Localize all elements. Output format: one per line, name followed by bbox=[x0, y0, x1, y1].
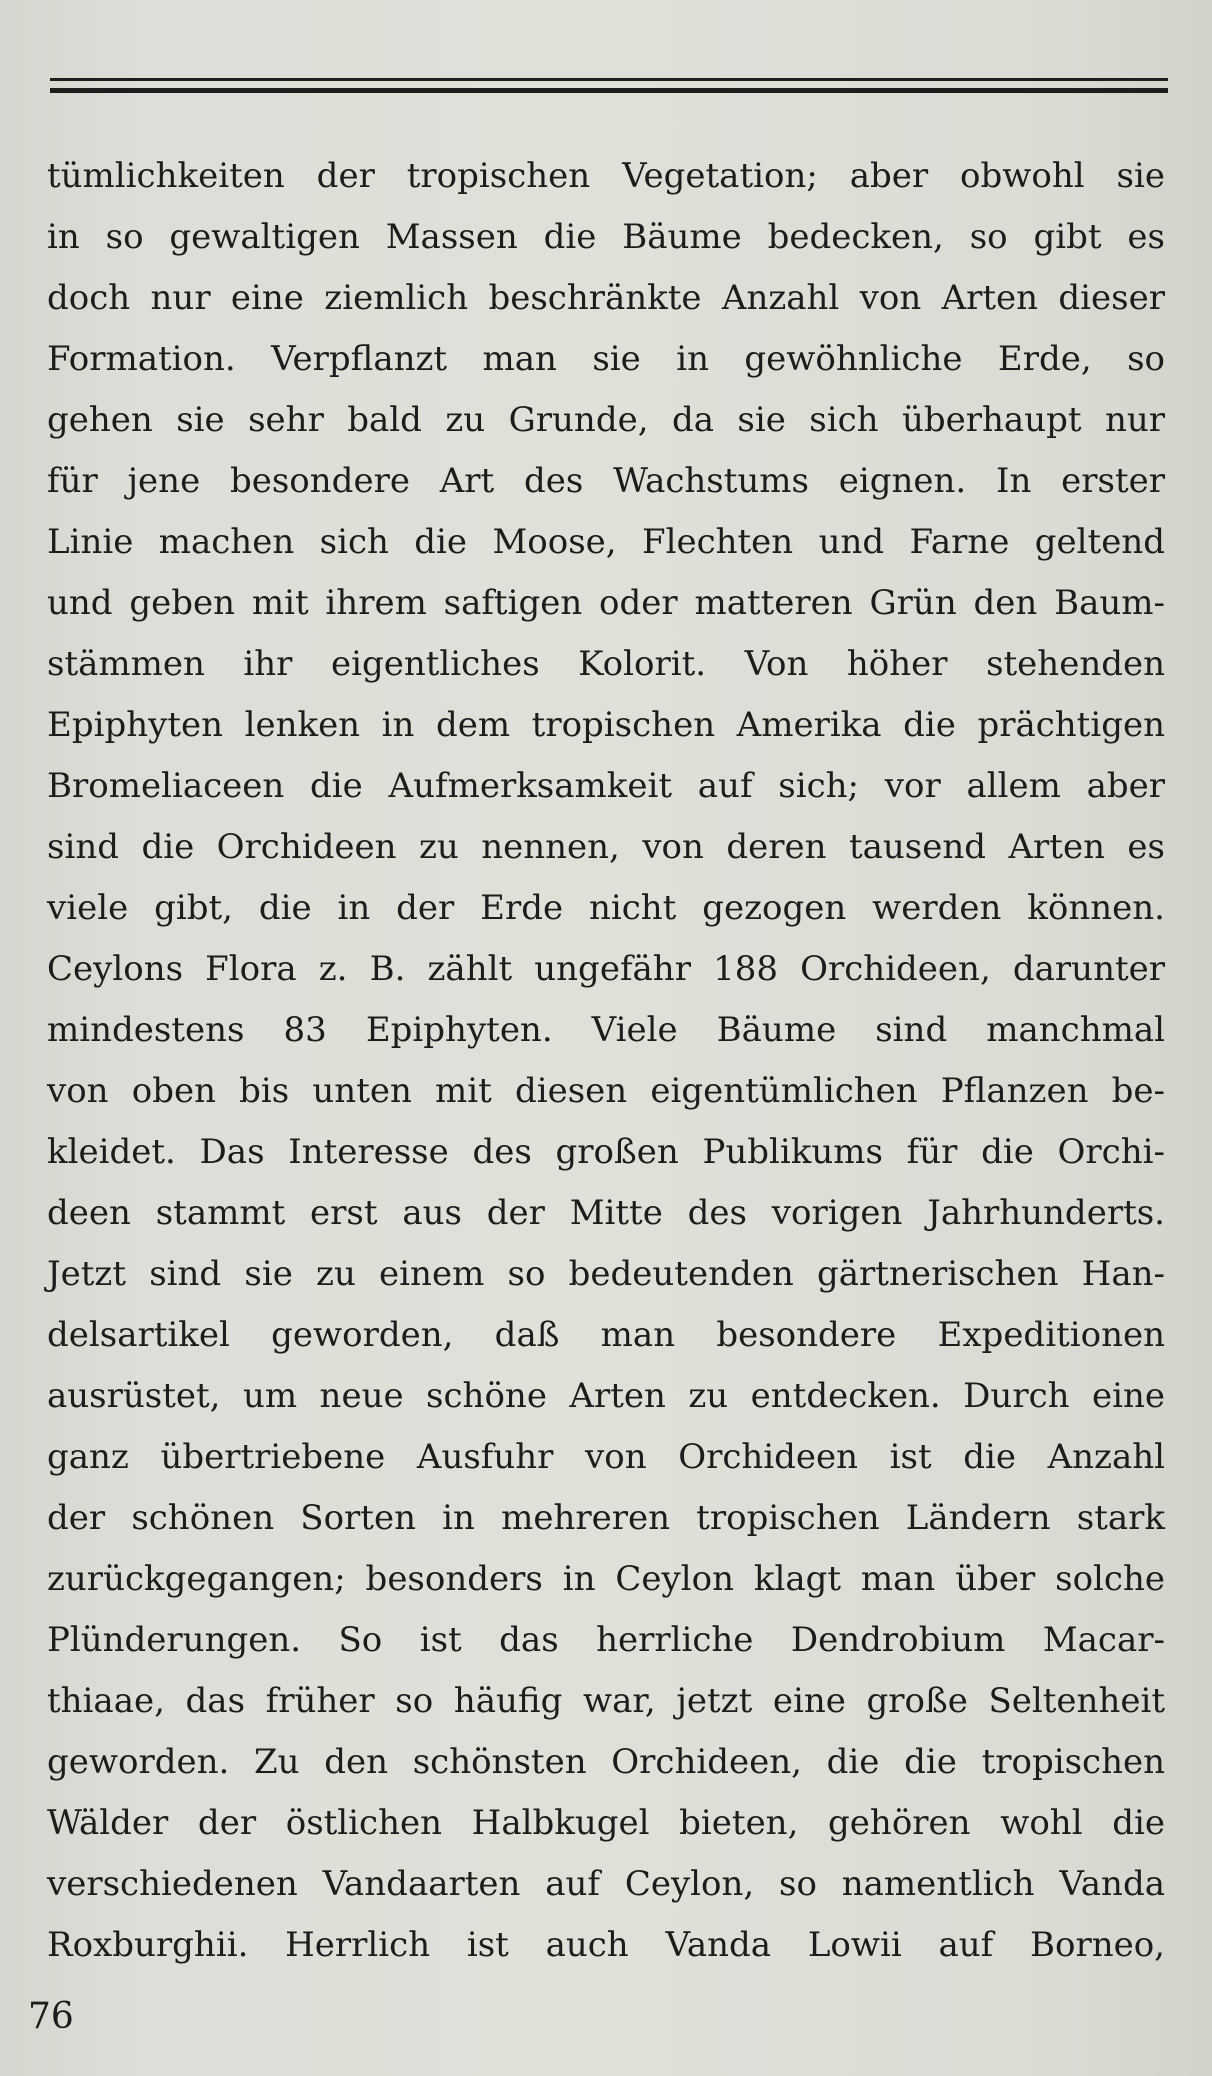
text-line: thiaae, das früher so häufig war, jetzt eine große Seltenheit bbox=[47, 1681, 1165, 1721]
text-line: sind die Orchideen zu nennen, von deren tausend Arten es bbox=[47, 827, 1165, 867]
text-line: zurückgegangen; besonders in Ceylon klagt man über solche bbox=[47, 1559, 1165, 1599]
text-line: viele gibt, die in der Erde nicht gezogen werden können. bbox=[47, 888, 1165, 928]
text-line: geworden. Zu den schönsten Orchideen, die die tropischen bbox=[47, 1742, 1165, 1782]
text-line: Formation. Verpflanzt man sie in gewöhnliche Erde, so bbox=[47, 339, 1165, 379]
text-line: Roxburghii. Herrlich ist auch Vanda Lowii auf Borneo, bbox=[47, 1925, 1165, 1965]
text-line: verschiedenen Vandaarten auf Ceylon, so namentlich Vanda bbox=[47, 1864, 1165, 1904]
text-line: stämmen ihr eigentliches Kolorit. Von höher stehenden bbox=[47, 644, 1165, 684]
text-line: ausrüstet, um neue schöne Arten zu entdecken. Durch eine bbox=[47, 1376, 1165, 1416]
text-line: Linie machen sich die Moose, Flechten und Farne geltend bbox=[47, 522, 1165, 562]
text-line: Wälder der östlichen Halbkugel bieten, gehören wohl die bbox=[47, 1803, 1165, 1843]
text-line: kleidet. Das Interesse des großen Publikums für die Orchi- bbox=[47, 1132, 1165, 1172]
text-line: ganz übertriebene Ausfuhr von Orchideen ist die Anzahl bbox=[47, 1437, 1165, 1477]
text-line: für jene besondere Art des Wachstums eignen. In erster bbox=[47, 461, 1165, 501]
text-line: Epiphyten lenken in dem tropischen Amerika die prächtigen bbox=[47, 705, 1165, 745]
header-rule-thick bbox=[50, 88, 1168, 93]
text-line: mindestens 83 Epiphyten. Viele Bäume sind manchmal bbox=[47, 1010, 1165, 1050]
text-line: delsartikel geworden, daß man besondere Expeditionen bbox=[47, 1315, 1165, 1355]
text-line: Plünderungen. So ist das herrliche Dendrobium Macar- bbox=[47, 1620, 1165, 1660]
body-text bbox=[47, 146, 1165, 1976]
text-line: tümlichkeiten der tropischen Vegetation; aber obwohl sie bbox=[47, 156, 1165, 196]
text-line: Ceylons Flora z. B. zählt ungefähr 188 Orchideen, darunter bbox=[47, 949, 1165, 989]
header-rule-thin bbox=[50, 78, 1168, 81]
text-line: und geben mit ihrem saftigen oder matteren Grün den Baum- bbox=[47, 583, 1165, 623]
page-number: 76 bbox=[28, 1996, 74, 2037]
text-line: deen stammt erst aus der Mitte des vorigen Jahrhunderts. bbox=[47, 1193, 1165, 1233]
text-line: von oben bis unten mit diesen eigentümlichen Pflanzen be- bbox=[47, 1071, 1165, 1111]
text-line: Jetzt sind sie zu einem so bedeutenden gärtnerischen Han- bbox=[47, 1254, 1165, 1294]
text-line: in so gewaltigen Massen die Bäume bedecken, so gibt es bbox=[47, 217, 1165, 257]
text-line: Bromeliaceen die Aufmerksamkeit auf sich; vor allem aber bbox=[47, 766, 1165, 806]
text-line: gehen sie sehr bald zu Grunde, da sie sich überhaupt nur bbox=[47, 400, 1165, 440]
text-line: doch nur eine ziemlich beschränkte Anzahl von Arten dieser bbox=[47, 278, 1165, 318]
text-line: der schönen Sorten in mehreren tropischen Ländern stark bbox=[47, 1498, 1165, 1538]
